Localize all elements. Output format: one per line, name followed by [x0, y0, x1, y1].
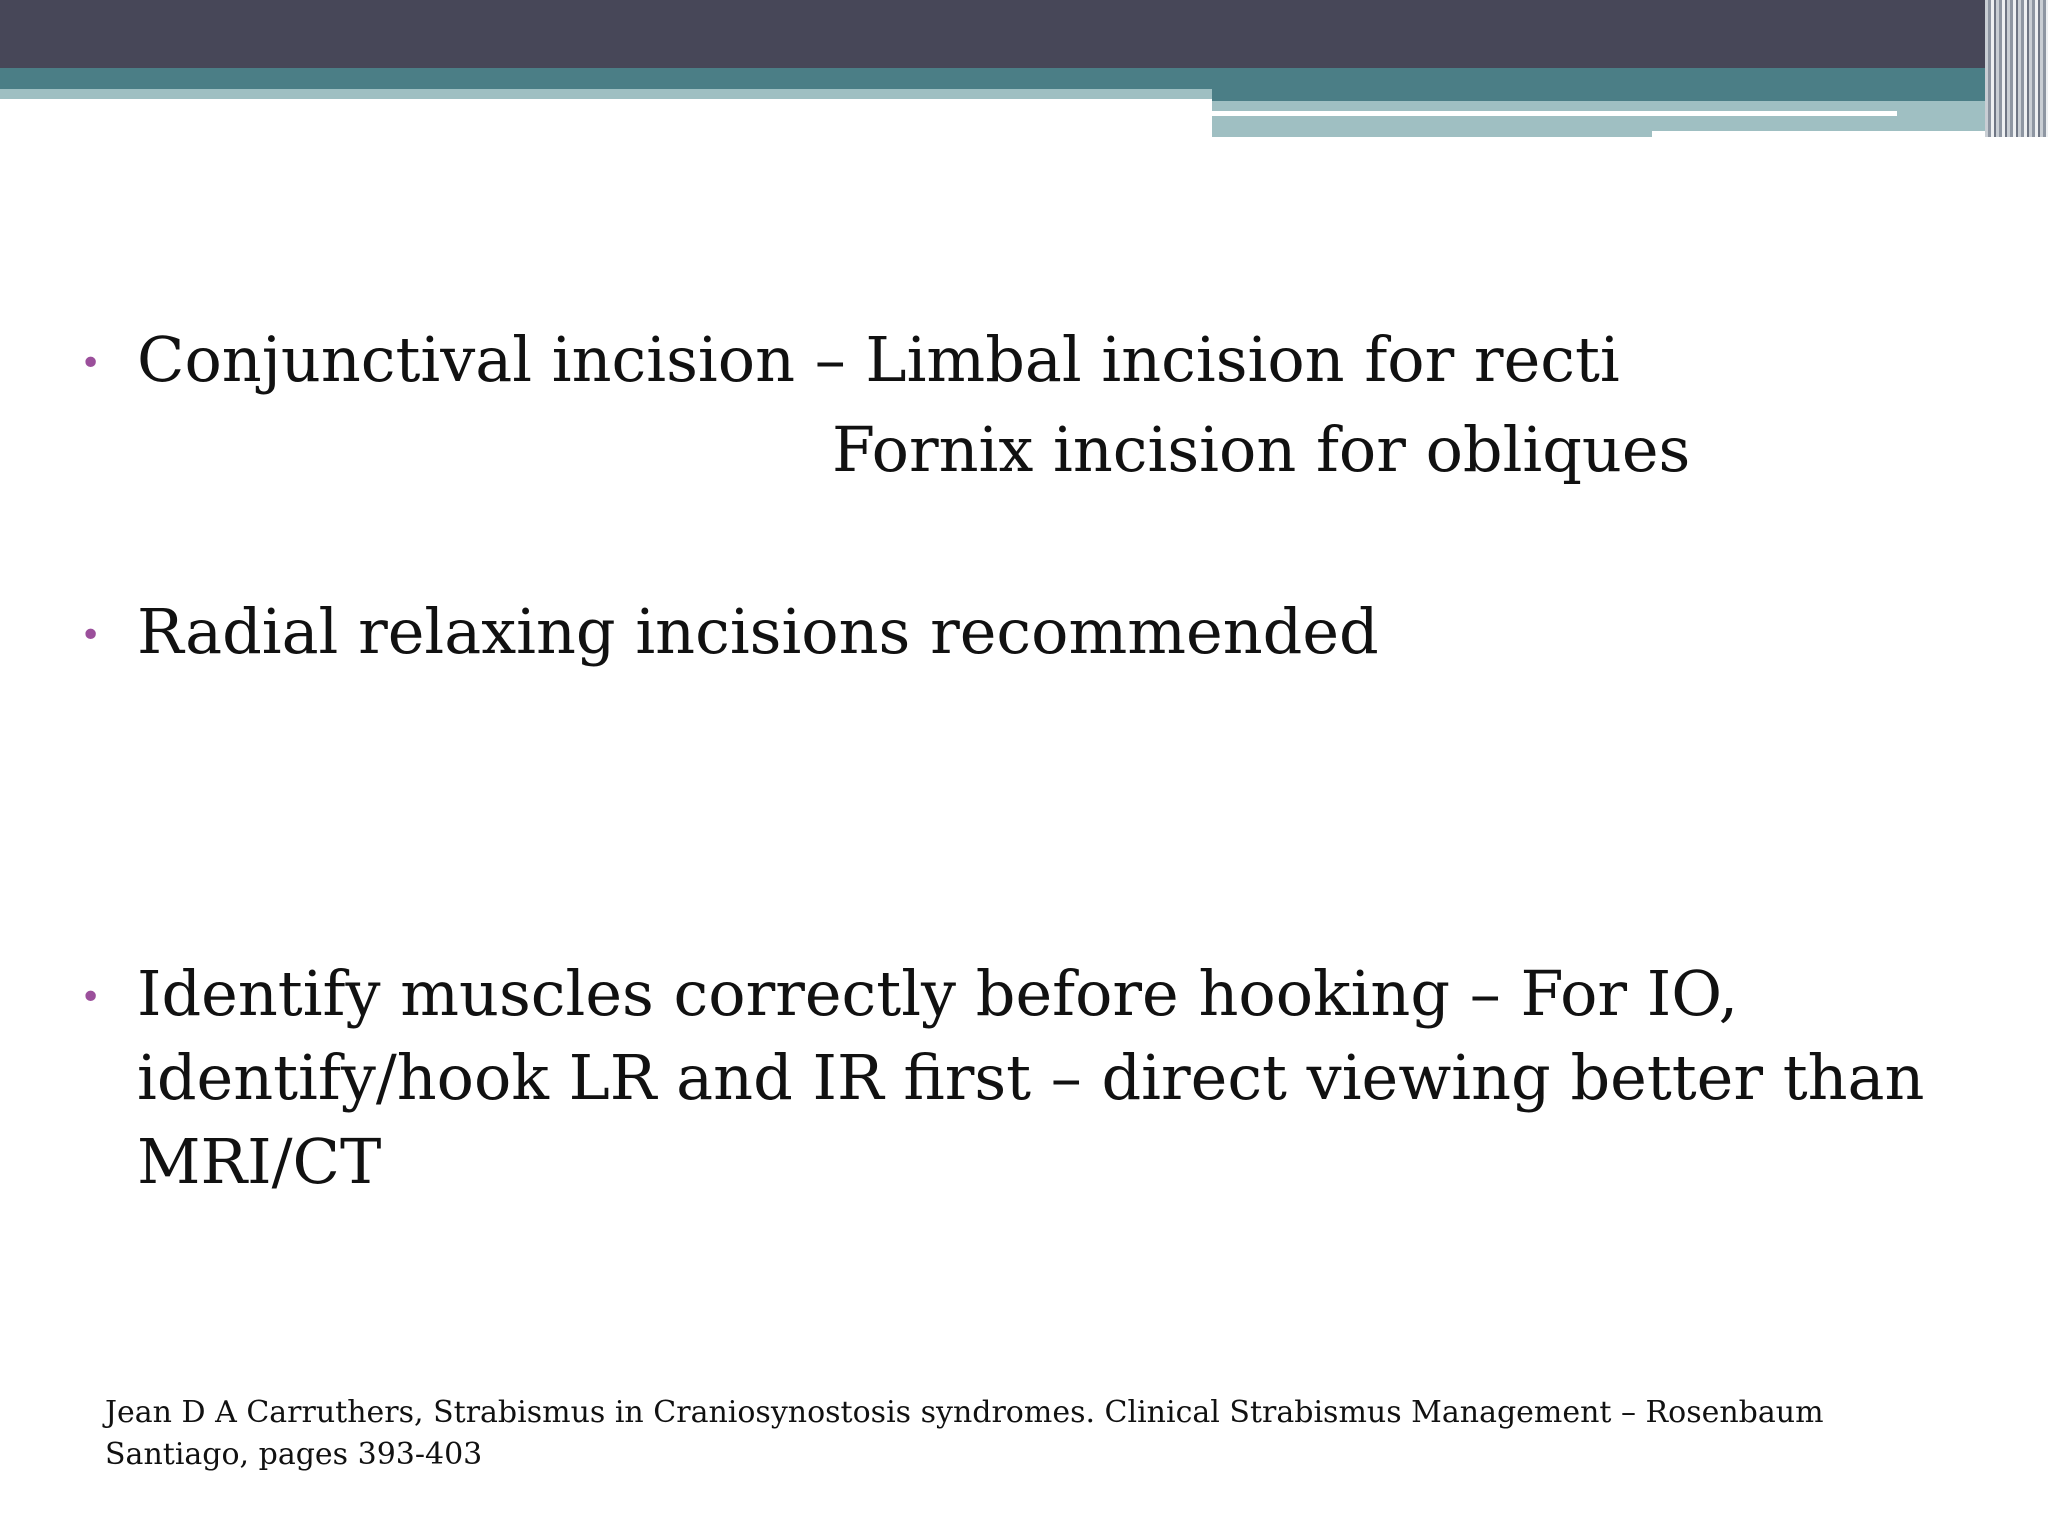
header-white-line: [1212, 111, 1897, 116]
citation-line-2: Santiago, pages 393-403: [105, 1437, 483, 1472]
bullet-3-line-3: MRI/CT: [137, 1125, 382, 1198]
header-stripes: [1985, 0, 2048, 137]
header-teal-bar: [0, 68, 2048, 89]
header-white-notch: [1652, 131, 2012, 137]
header-teal-bar-right: [1212, 89, 2048, 101]
bullet-3-line-1: Identify muscles correctly before hooking – For IO,: [137, 957, 1739, 1030]
header-dark-bar: [0, 0, 2048, 68]
bullet-marker: •: [80, 977, 102, 1018]
bullet-marker: •: [80, 615, 102, 656]
citation: [105, 1392, 1905, 1476]
bullet-1-line-2: Fornix incision for obliques: [832, 413, 1691, 486]
bullet-3-line-2: identify/hook LR and IR first – direct viewing better than: [137, 1041, 1925, 1114]
bullet-marker: •: [80, 343, 102, 384]
citation-line-1: Jean D A Carruthers, Strabismus in Craniosynostosis syndromes. Clinical Strabismus Management – Rosenbaum: [105, 1395, 1824, 1430]
bullet-1-line-1: Conjunctival incision – Limbal incision for recti: [137, 323, 1620, 396]
header-light-bar-left: [0, 89, 1212, 99]
bullet-2-line-1: Radial relaxing incisions recommended: [137, 595, 1379, 668]
